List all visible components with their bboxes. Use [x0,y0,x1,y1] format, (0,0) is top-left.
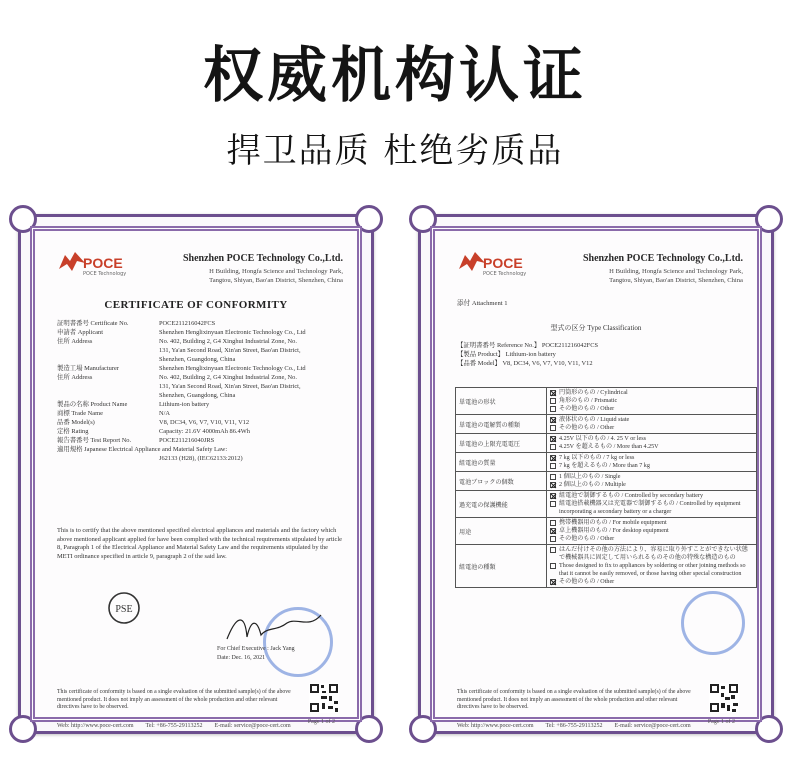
option-text: その他のもの / Other [559,425,615,431]
option-text: 4.25V 以下のもの / 4. 25 V or less [559,436,646,442]
empty-box-icon [550,520,556,526]
field-value: Shenzhen, Guangdong, China [159,356,236,363]
classification-key: 単電池の電解質の種類 [456,415,547,434]
classification-option [550,562,753,578]
option-text: 7 kg を超えるもの / More than 7 kg [559,463,650,469]
option-text: 組電池搭載機器又は充電器で制御するもの / Controlled by equipment incorporating a secondary battery or a charger [559,501,741,515]
classification-key: 単電池の上限充電電圧 [456,434,547,453]
empty-box-icon [550,536,556,542]
option-text: Those designed to fix to appliances by soldering or other joining methods so that it cannot be easily removed, or those having other special construction [559,563,746,577]
logo-name: POCE [83,255,123,271]
company-address-line: Tangtou, Shiyan, Bao'an District, Shenzhen, China [609,277,743,284]
field-value: Shenzhen Henglixinyuan Electronic Technology Co., Ltd [159,329,306,336]
field-value: No. 402, Building 2, G4 Xinghui Industrial Zone, No. [159,374,297,381]
field-row [57,445,343,454]
classification-option [550,454,753,462]
field-row [57,364,343,373]
footer-contacts [457,723,743,729]
checked-box-icon [550,455,556,461]
classification-option [550,481,753,489]
field-label [57,355,159,364]
field-row [57,355,343,364]
field-row [57,400,343,409]
company-address-line: Tangtou, Shiyan, Bao'an District, Shenzhen, China [209,277,343,284]
option-text: その他のもの / Other [559,536,615,542]
type-classification-title: 型式の区分 Type Classification [550,324,642,332]
classification-options [547,472,757,491]
option-text: はんだ付けその他の方法により、容易に取り外すことができない状態で機械器具に固定して用いられるものその他の特殊な構造のもの [559,547,748,561]
checked-box-icon [550,436,556,442]
option-text: 卓上機器用のもの / For desktop equipment [559,528,669,534]
field-label: 住所 Address [57,338,93,345]
classification-key: 組電池の質量 [456,453,547,472]
classification-option [550,527,753,535]
logo-sub: POCE Technology [483,271,527,277]
company-seal-stamp [681,591,745,655]
field-label: 製品の名称 Product Name [57,401,128,408]
reference-line: 【証明書番号 Reference No.】 POCE211216042FCS [457,342,599,349]
qr-code-icon [309,683,339,713]
checked-box-icon [550,390,556,396]
classification-option [550,405,753,413]
field-label: 住所 Address [57,374,93,381]
certificate-inner-border [430,226,762,729]
certificate-right [418,214,774,734]
classification-options [547,434,757,453]
pse-mark-text: PSE [115,604,133,615]
certification-statement: This is to certify that the above mentioned specified electrical appliances and materials and the factory which above mentioned applicant applied for have been complied with the technical requirements stipulated by article 8, Paragraph 1 of the Electrical Appliance and Material Safety Law and the requirements stipulated by the METI ordinance specified in article 9, paragraph 2 of the said law. [57,527,342,560]
field-label [57,346,159,355]
field-value [227,445,343,454]
field-row [57,346,343,355]
classification-option [550,535,753,543]
checked-box-icon [550,493,556,499]
empty-box-icon [550,406,556,412]
field-label: 商標 Trade Name [57,410,103,417]
option-text: 4.25V を超えるもの / More than 4.25V [559,444,659,450]
field-value: No. 402, Building 2, G4 Xinghui Industrial Zone, No. [159,338,297,345]
field-value: 131, Ya'an Second Road, Xin'an Street, Bao'an District, [159,347,301,354]
headline-title: 权威机构认证 [203,41,587,111]
company-header [543,253,743,285]
footer-phone: Tel: +86-755-29113252 [145,723,203,729]
empty-box-icon [550,398,556,404]
pse-mark-icon [107,591,141,625]
checked-box-icon [550,528,556,534]
classification-options [547,453,757,472]
footer-website: Web: http://www.poce-cert.com [457,723,534,729]
company-name: Shenzhen POCE Technology Co.,Ltd. [182,253,343,264]
classification-options [547,415,757,434]
option-text: その他のもの / Other [559,579,615,585]
field-value: Shenzhen Henglixinyuan Electronic Technology Co., Ltd [159,365,306,372]
classification-options [547,518,757,545]
reference-block [457,341,598,368]
footer-phone: Tel: +86-755-29113252 [545,723,603,729]
company-header [143,253,343,285]
field-value: 131, Ya'an Second Road, Xin'an Street, Bao'an District, [159,383,301,390]
classification-key: 組電池の種類 [456,545,547,588]
qr-code-icon [709,683,739,713]
signer-block [217,645,295,663]
footer-note: This certificate of conformity is based on a single evaluation of the submitted sample(s) of the above mentioned product. It does not imply an assessment of the whole production and other relevant directives have to be observed. [57,689,291,711]
footer-email: E-mail: service@poce-cert.com [214,723,291,729]
classification-option [550,578,753,586]
attachment-label: 添付 Attachment 1 [457,300,508,307]
field-label: 報告書番号 Test Report No. [57,437,132,444]
field-row [57,427,343,436]
field-label [57,454,159,463]
classification-option [550,443,753,451]
option-text: 7 kg 以下のもの / 7 kg or less [559,455,635,461]
classification-row [456,518,757,545]
handwritten-signature [217,609,327,649]
field-label [57,382,159,391]
option-text: 円筒形のもの / Cylindrical [559,390,628,396]
classification-options [547,545,757,588]
field-row [57,382,343,391]
footer-website: Web: http://www.poce-cert.com [57,723,134,729]
certificate-fields [57,319,343,463]
classification-option [550,435,753,443]
field-row [57,373,343,382]
classification-row [456,388,757,415]
classification-row [456,434,757,453]
footer-note: This certificate of conformity is based on a single evaluation of the submitted sample(s) of the above mentioned product. It does not imply an assessment of the whole production and other relevant directives have to be observed. [457,689,691,711]
company-address-line: H Building, Hongfa Science and Technology Park, [609,268,743,275]
option-text: 1 個以上のもの / Single [559,474,621,480]
field-row [57,454,343,463]
empty-box-icon [550,563,556,569]
empty-box-icon [550,463,556,469]
classification-options [547,491,757,518]
option-text: 組電池で制御するもの / Controlled by secondary battery [559,493,704,499]
footer-contacts [57,723,343,729]
empty-box-icon [550,547,556,553]
reference-line: 【品番 Model】 V8, DC34, V6, V7, V10, V11, V12 [457,360,593,367]
field-value: Shenzhen, Guangdong, China [159,392,236,399]
classification-key: 過充電の保護機能 [456,491,547,518]
classification-key: 電池ブロックの個数 [456,472,547,491]
field-label: 証明書番号 Certificate No. [57,320,129,327]
classification-row [456,415,757,434]
field-row [57,391,343,400]
poce-logo [57,249,129,283]
field-row [57,328,343,337]
field-label: 定格 Rating [57,428,89,435]
classification-option [550,424,753,432]
logo-sub: POCE Technology [83,271,127,277]
empty-box-icon [550,501,556,507]
page-number: Page 1 of 2 [707,719,735,725]
classification-option [550,500,753,516]
field-label: 製造工場 Manufacturer [57,365,119,372]
empty-box-icon [550,474,556,480]
option-text: 携帯機器用のもの / For mobile equipment [559,520,667,526]
field-row [57,337,343,346]
page-number: Page 1 of 2 [307,719,335,725]
classification-option [550,397,753,405]
field-label: 申請者 Applicant [57,329,103,336]
empty-box-icon [550,444,556,450]
classification-option [550,462,753,470]
classification-option [550,473,753,481]
footer-email: E-mail: service@poce-cert.com [614,723,691,729]
classification-option [550,546,753,562]
reference-line: 【製品 Product】 Lithium-ion battery [457,351,556,358]
field-value: J62133 (H28), (IEC62133:2012) [159,455,243,462]
option-text: その他のもの / Other [559,406,615,412]
field-row [57,418,343,427]
field-value: V8, DC34, V6, V7, V10, V11, V12 [159,419,250,426]
field-row [57,436,343,445]
field-value: POCE211216042FCS [159,320,216,327]
classification-key: 単電池の形状 [456,388,547,415]
checked-box-icon [550,482,556,488]
poce-logo [457,249,529,283]
field-label: 適用規格 Japanese Electrical Appliance and Material Safety Law: [57,446,228,453]
field-row [57,319,343,328]
option-text: 角形のもの / Prismatic [559,398,618,404]
classification-row [456,491,757,518]
classification-row [456,453,757,472]
logo-name: POCE [483,255,523,271]
checked-box-icon [550,579,556,585]
checked-box-icon [550,417,556,423]
field-value: N/A [159,410,171,417]
field-value: Capacity: 21.6V 4000mAh 86.4Wh [159,428,250,435]
company-name: Shenzhen POCE Technology Co.,Ltd. [582,253,743,264]
option-text: 液体状のもの / Liquid state [559,417,630,423]
classification-option [550,519,753,527]
signer-name: For Chief Executive : Jack Yang [217,646,295,652]
field-value: Lithium-ion battery [159,401,210,408]
classification-option [550,389,753,397]
option-text: 2 個以上のもの / Multiple [559,482,626,488]
classification-option [550,416,753,424]
classification-row [456,472,757,491]
certificate-left [18,214,374,734]
certificate-inner-border [30,226,362,729]
classification-option [550,492,753,500]
field-label: 品番 Model(s) [57,419,95,426]
classification-key: 用途 [456,518,547,545]
classification-row [456,545,757,588]
field-label [57,391,159,400]
empty-box-icon [550,425,556,431]
field-value: POCE211216040JRS [159,437,215,444]
headline-subtitle: 捍卫品质 杜绝劣质品 [226,131,564,171]
company-address-line: H Building, Hongfa Science and Technology Park, [209,268,343,275]
issue-date: Date: Dec. 16, 2021 [217,655,266,661]
classification-options [547,388,757,415]
classification-table [455,387,757,588]
field-row [57,409,343,418]
certificate-title: CERTIFICATE OF CONFORMITY [104,299,288,311]
